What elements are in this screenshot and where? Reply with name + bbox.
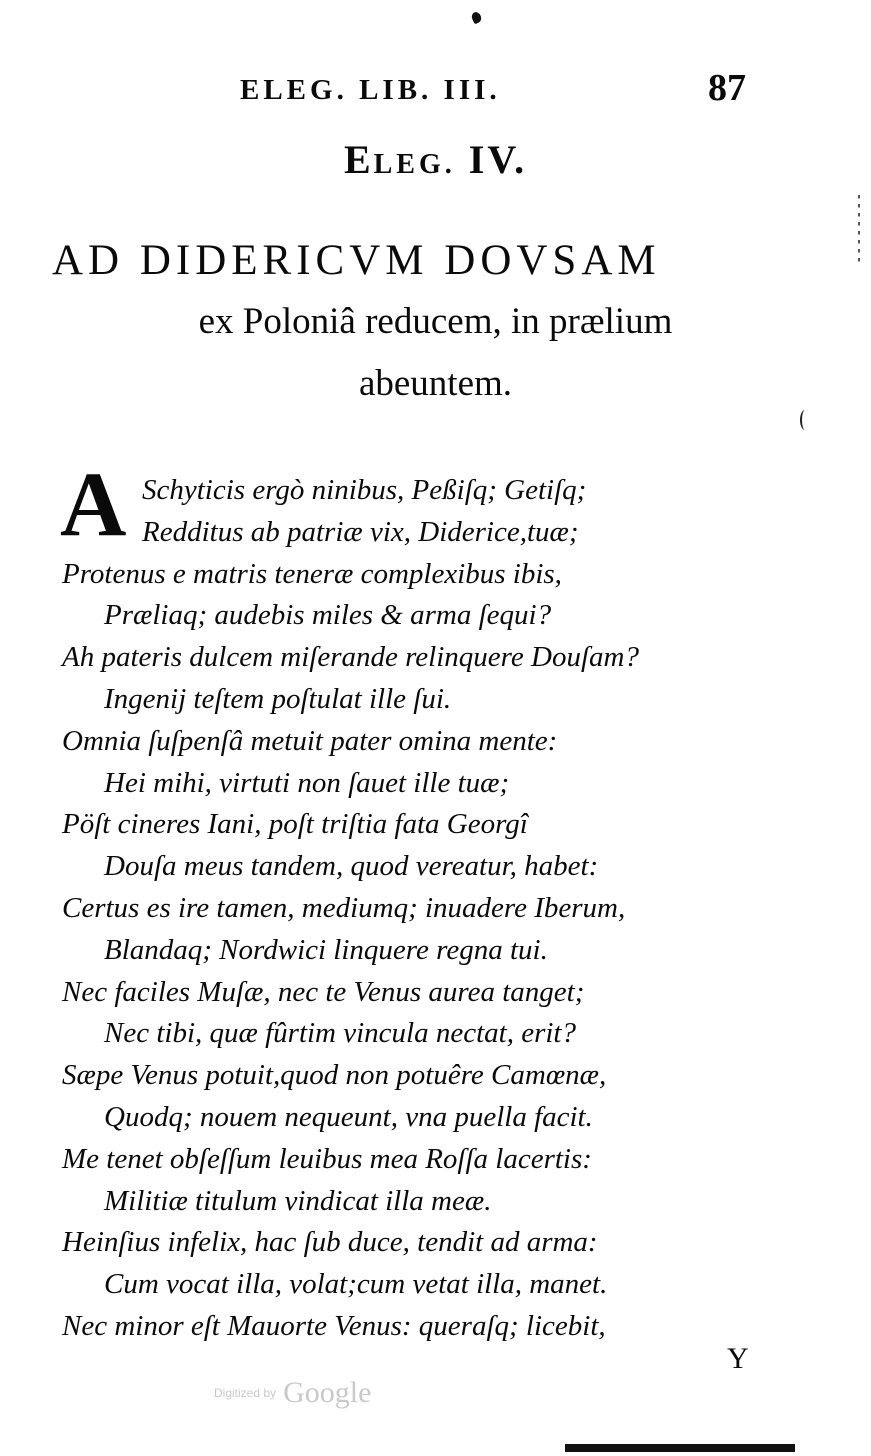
elegy-heading-numeral: IV. [468,137,528,182]
watermark-brand: Google [283,1376,372,1409]
digitized-watermark [214,1376,371,1410]
page-number: 87 [708,67,746,109]
verse-line: Blandaq; Nordwici linquere regna tui. [104,934,548,966]
elegy-heading [0,136,871,183]
running-head: ELEG. LIB. III. [240,74,501,106]
elegy-heading-rest: LEG. [373,149,456,180]
verse-line: Redditus ab patriæ vix, Diderice,tuæ; [142,516,579,548]
verse-line: Sæpe Venus potuit,quod non potuêre Camœnæ, [62,1059,607,1091]
verse-line: Nec faciles Muſæ, nec te Venus aurea tanget; [62,976,585,1008]
verse-line: Ingenij teſtem poſtulat ille ſui. [104,683,452,715]
verse-line: Protenus e matris teneræ complexibus ibis, [62,558,562,590]
title-line-3: abeuntem. [358,363,513,404]
signature-mark: Y [727,1342,749,1375]
verse-line: Nec minor eſt Mauorte Venus: queraſq; licebit, [62,1310,606,1342]
verse-line: Quodq; nouem nequeunt, vna puella facit. [104,1101,593,1133]
verse-line: Schyticis ergò ninibus, Peßiſq; Getiſq; [142,474,587,506]
verse-line: Certus es ire tamen, mediumq; inuadere Iberum, [62,892,626,924]
scan-edge-bar [565,1444,795,1452]
verse-line: Nec tibi, quæ fûrtim vincula nectat, erit? [104,1017,576,1049]
verse-line: Omnia ſuſpenſâ metuit pater omina mente: [62,725,558,757]
verse-line: Militiæ titulum vindicat illa meæ. [104,1185,492,1217]
verse-line: Ah pateris dulcem miſerande relinquere Douſam? [62,641,639,673]
margin-mark [800,410,810,430]
verse-line: Me tenet obſeſſum leuibus mea Roſſa lacertis: [62,1143,592,1175]
title-line-1: AD DIDERICVM DOVSAM [52,237,661,284]
verse-line: Heinſius infelix, hac ſub duce, tendit ad arma: [62,1226,598,1258]
verse-line: Douſa meus tandem, quod vereatur, habet: [104,850,599,882]
elegy-heading-initial: E [343,137,374,182]
ink-mark [470,11,483,25]
verse-line: Præliaq; audebis miles & arma ſequi? [104,599,552,631]
verse-line: Hei mihi, virtuti non ſauet ille tuæ; [104,767,510,799]
margin-speckle [858,195,860,265]
title-line-2: ex Poloniâ reducem, in prælium [198,301,673,342]
watermark-digitized-label: Digitized by [214,1386,277,1400]
verse-line: Cum vocat illa, volat;cum vetat illa, manet. [104,1268,608,1300]
verse-line: Pöſt cineres Iani, poſt triſtia fata Georgî [62,808,528,840]
drop-cap: A [60,453,127,555]
